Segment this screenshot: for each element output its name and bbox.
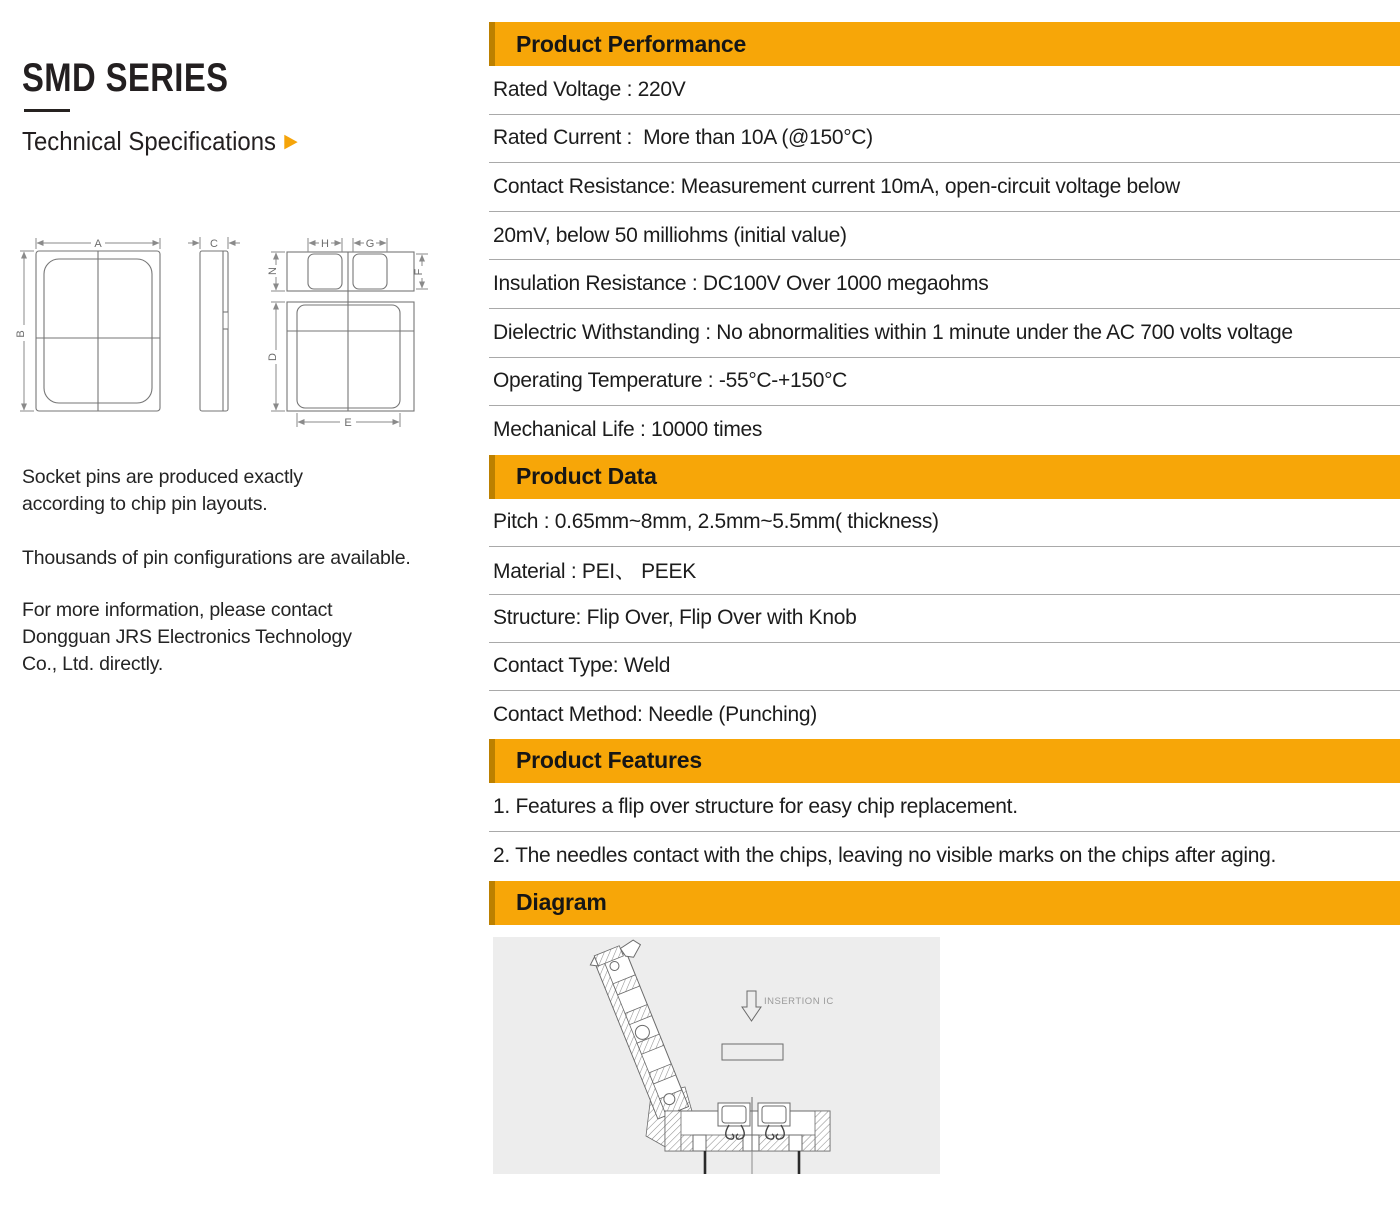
- intro-line: according to chip pin layouts.: [22, 493, 268, 515]
- technical-drawing: [8, 226, 433, 438]
- intro-paragraph: [22, 597, 352, 678]
- spec-row: Rated Current : More than 10A (@150°C): [489, 115, 1400, 164]
- ic-chip: [722, 1044, 783, 1060]
- section-rows-product-performance: [489, 66, 1400, 455]
- diagram-panel: [493, 937, 940, 1174]
- intro-paragraph: [22, 545, 411, 572]
- dimension-label-h: H: [321, 238, 329, 250]
- front-view: [15, 237, 160, 411]
- spec-row: 20mV, below 50 milliohms (initial value): [489, 212, 1400, 261]
- dimension-label-n: N: [267, 267, 279, 275]
- spec-row: 1. Features a flip over structure for easy chip replacement.: [489, 783, 1400, 832]
- intro-line: Thousands of pin configurations are available.: [22, 547, 411, 569]
- page-title: SMD SERIES: [22, 56, 229, 100]
- section-header-product-performance: [489, 22, 1400, 66]
- spec-row: Contact Method: Needle (Punching): [493, 702, 817, 726]
- spec-row: 2. The needles contact with the chips, leaving no visible marks on the chips after aging.: [493, 844, 1277, 868]
- page-subtitle: [22, 126, 298, 157]
- spec-row: Structure: Flip Over, Flip Over with Knob: [489, 595, 1400, 643]
- section-rows-product-features: [489, 783, 1400, 881]
- title-underline: [24, 109, 70, 112]
- spec-row: Insulation Resistance : DC100V Over 1000 megaohms: [489, 260, 1400, 309]
- spec-row: Dielectric Withstanding : No abnormalities within 1 minute under the AC 700 volts voltage: [489, 309, 1400, 358]
- section-title: Product Features: [516, 747, 702, 774]
- spec-row: Operating Temperature : -55°C-+150°C: [489, 358, 1400, 407]
- dimension-label-c: C: [210, 238, 218, 250]
- section-title: Product Performance: [516, 30, 747, 57]
- insertion-label: INSERTION IC: [764, 995, 834, 1007]
- intro-paragraph: [22, 464, 303, 518]
- subtitle-label: Technical Specifications: [22, 126, 276, 156]
- spec-row: Rated Voltage : 220V: [489, 66, 1400, 115]
- section-title: Diagram: [516, 889, 607, 916]
- intro-line: Socket pins are produced exactly: [22, 466, 303, 488]
- bottom-view: [267, 238, 428, 429]
- section-title: Product Data: [516, 463, 657, 490]
- spec-row: Mechanical Life : 10000 times: [493, 418, 763, 442]
- dimension-label-d: D: [267, 353, 279, 361]
- dimension-label-g: G: [365, 238, 375, 250]
- intro-line: Dongguan JRS Electronics Technology: [22, 626, 352, 648]
- arrow-right-icon: ▶: [284, 131, 298, 152]
- section-header-product-features: [489, 739, 1400, 783]
- socket-cross-section-illustration: [493, 937, 940, 1174]
- section-rows-product-data: [489, 499, 1400, 739]
- section-header-product-data: [489, 455, 1400, 499]
- spec-row: Pitch : 0.65mm~8mm, 2.5mm~5.5mm( thickness): [489, 499, 1400, 547]
- spec-column: [489, 0, 1400, 1174]
- spec-row: Contact Type: Weld: [489, 643, 1400, 691]
- spec-row: Material : PEI、 PEEK: [489, 547, 1400, 595]
- dimension-label-e: E: [344, 417, 352, 429]
- spec-row: Contact Resistance: Measurement current 10mA, open-circuit voltage below: [489, 163, 1400, 212]
- dimension-label-a: A: [94, 238, 102, 250]
- dimension-label-b: B: [15, 330, 27, 338]
- intro-line: For more information, please contact: [22, 599, 333, 621]
- side-view: [188, 237, 240, 411]
- dimension-label-f: F: [413, 268, 425, 276]
- intro-line: Co., Ltd. directly.: [22, 653, 164, 675]
- insertion-arrow-icon: [742, 991, 761, 1021]
- section-header-diagram: [489, 881, 1400, 925]
